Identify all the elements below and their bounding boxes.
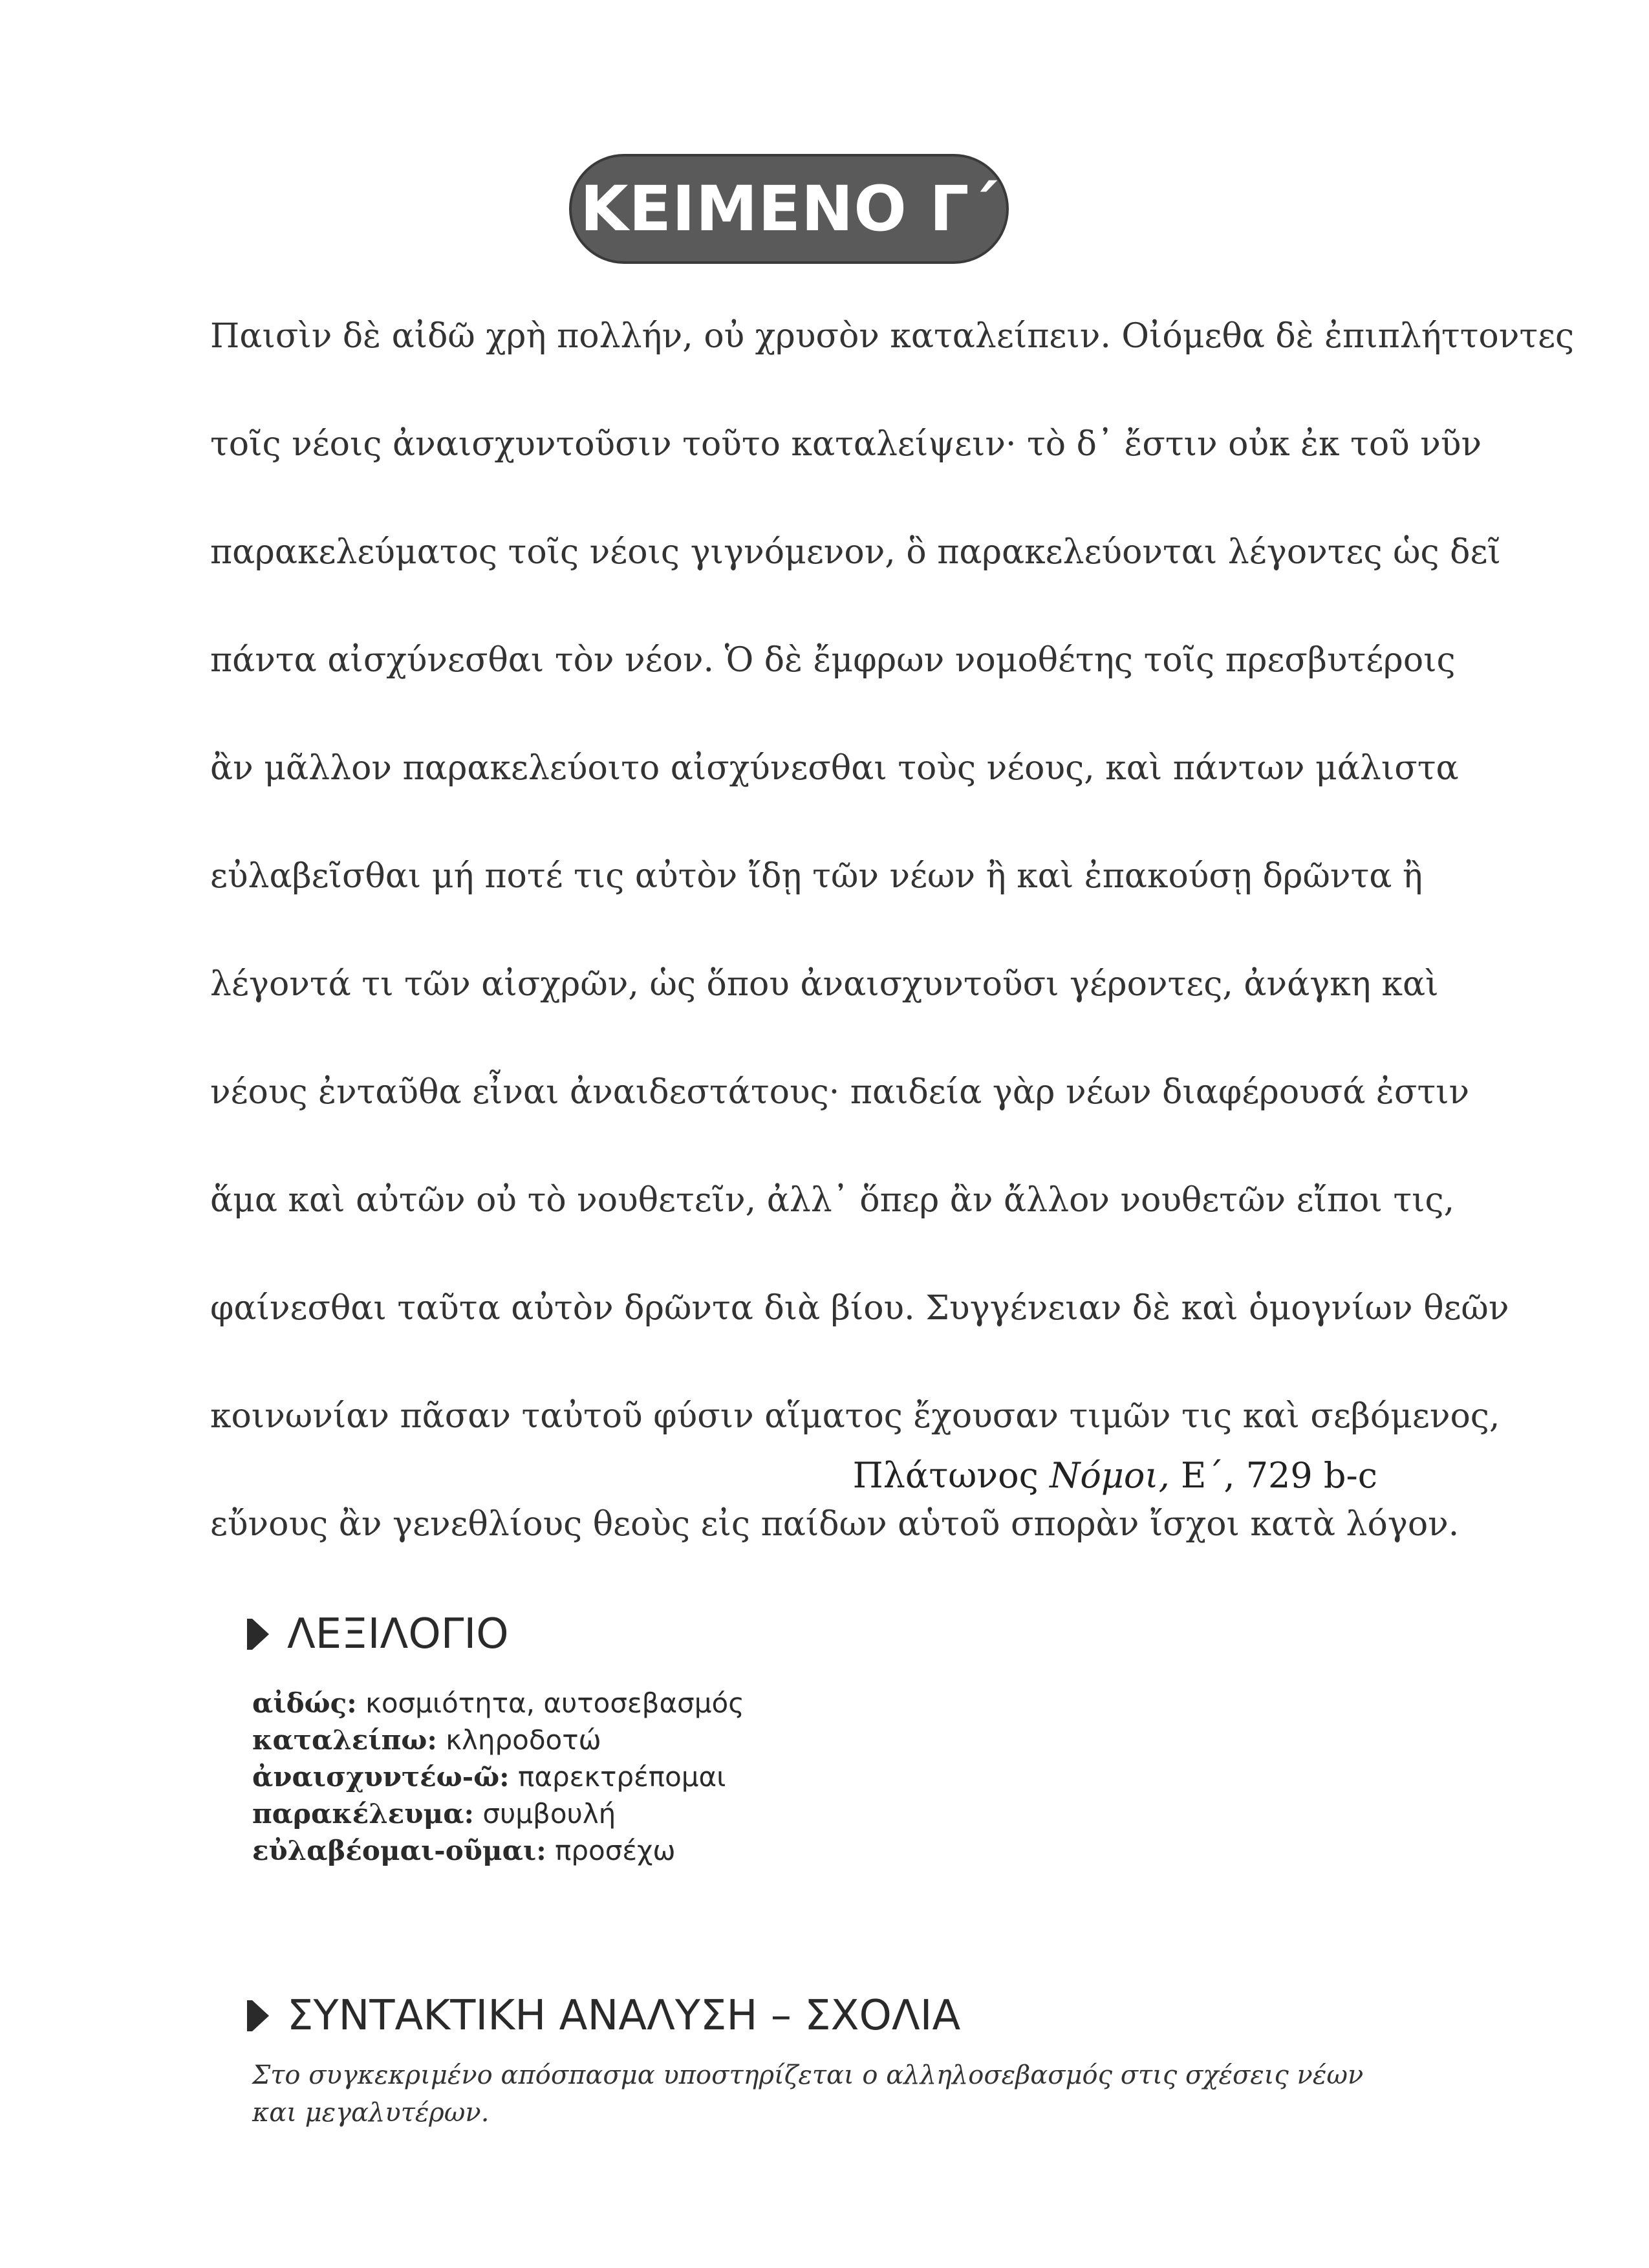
lexicon-definition: συμβουλή: [482, 1798, 616, 1830]
lexicon-entry: [252, 1795, 744, 1832]
text-line: παρακελεύματος τοῖς νέοις γιγνόμενον, ὃ παρακελεύονται λέγοντες ὡς δεῖ: [210, 533, 1501, 572]
lexicon-heading: [252, 1610, 509, 1658]
text-line: λέγοντά τι τῶν αἰσχρῶν, ὡς ὅπου ἀναισχυντοῦσι γέροντες, ἀνάγκη καὶ: [210, 965, 1439, 1004]
syntax-heading: [252, 1992, 960, 2040]
lexicon-entry: [252, 1832, 744, 1869]
ancient-text: [210, 304, 1575, 1600]
text-line: ἅμα καὶ αὐτῶν οὐ τὸ νουθετεῖν, ἀλλ᾽ ὅπερ ἂν ἄλλον νουθετῶν εἴποι τις,: [210, 1181, 1455, 1220]
text-line: πάντα αἰσχύνεσθαι τὸν νέον. Ὁ δὲ ἔμφρων νομοθέτης τοῖς πρεσβυτέροις: [210, 641, 1456, 680]
lexicon-definition: κληροδοτώ: [446, 1724, 601, 1756]
citation: [853, 1455, 1377, 1496]
citation-ref: Ε΄, 729 b-c: [1180, 1455, 1377, 1496]
lexicon-definition: παρεκτρέπομαι: [518, 1761, 726, 1793]
lexicon-entry: [252, 1722, 744, 1758]
text-line: ἂν μᾶλλον παρακελεύοιτο αἰσχύνεσθαι τοὺς νέους, καὶ πάντων μάλιστα: [210, 749, 1459, 788]
text-line: νέους ἐνταῦθα εἶναι ἀναιδεστάτους· παιδεία γὰρ νέων διαφέρουσά ἐστιν: [210, 1073, 1470, 1112]
section-arrow-icon: [252, 1619, 269, 1650]
lexicon-term: αἰδώς:: [252, 1687, 357, 1719]
lexicon-term: ἀναισχυντέω-ῶ:: [252, 1761, 510, 1793]
text-line: εὐλαβεῖσθαι μή ποτέ τις αὐτὸν ἴδῃ τῶν νέων ἢ καὶ ἐπακούσῃ δρῶντα ἢ: [210, 857, 1423, 896]
lexicon-entry: [252, 1758, 744, 1795]
syntax-heading-label: ΣΥΝΤΑΚΤΙΚΗ ΑΝΑΛΥΣΗ – ΣΧΟΛΙΑ: [287, 1992, 961, 2040]
page-title: ΚΕΙΜΕΝΟ Γ΄: [580, 173, 998, 245]
syntax-commentary: Στο συγκεκριμένο απόσπασμα υποστηρίζεται ο αλληλοσεβασμός στις σχέσεις νέων και μεγαλυτέρων.: [252, 2060, 1364, 2128]
lexicon-definition: προσέχω: [555, 1835, 676, 1866]
lexicon-list: [252, 1685, 744, 1869]
citation-author: Πλάτωνος: [852, 1455, 1039, 1496]
section-arrow-icon: [252, 2000, 269, 2031]
text-line: φαίνεσθαι ταῦτα αὐτὸν δρῶντα διὰ βίου. Συγγένειαν δὲ καὶ ὁμογνίων θεῶν: [210, 1289, 1509, 1328]
lexicon-entry: [252, 1685, 744, 1722]
text-line: κοινωνίαν πᾶσαν ταὐτοῦ φύσιν αἵματος ἔχουσαν τιμῶν τις καὶ σεβόμενος,: [210, 1397, 1500, 1436]
lexicon-term: καταλείπω:: [252, 1724, 437, 1756]
lexicon-definition: κοσμιότητα, αυτοσεβασμός: [365, 1687, 744, 1719]
title-pill: [569, 154, 1009, 264]
lexicon-term: εὐλαβέομαι-οῦμαι:: [252, 1835, 546, 1866]
lexicon-heading-label: ΛΕΞΙΛΟΓΙΟ: [287, 1610, 509, 1658]
lexicon-term: παρακέλευμα:: [252, 1798, 475, 1830]
text-line: τοῖς νέοις ἀναισχυντοῦσιν τοῦτο καταλείψειν· τὸ δ᾽ ἔστιν οὐκ ἐκ τοῦ νῦν: [210, 425, 1482, 464]
text-line: Παισὶν δὲ αἰδῶ χρὴ πολλήν, οὐ χρυσὸν καταλείπειν. Οἰόμεθα δὲ ἐπιπλήττοντες: [210, 317, 1575, 356]
citation-work: Νόμοι,: [1050, 1455, 1170, 1496]
text-line: εὔνους ἂν γενεθλίους θεοὺς εἰς παίδων αὑτοῦ σπορὰν ἴσχοι κατὰ λόγον.: [210, 1505, 1460, 1544]
